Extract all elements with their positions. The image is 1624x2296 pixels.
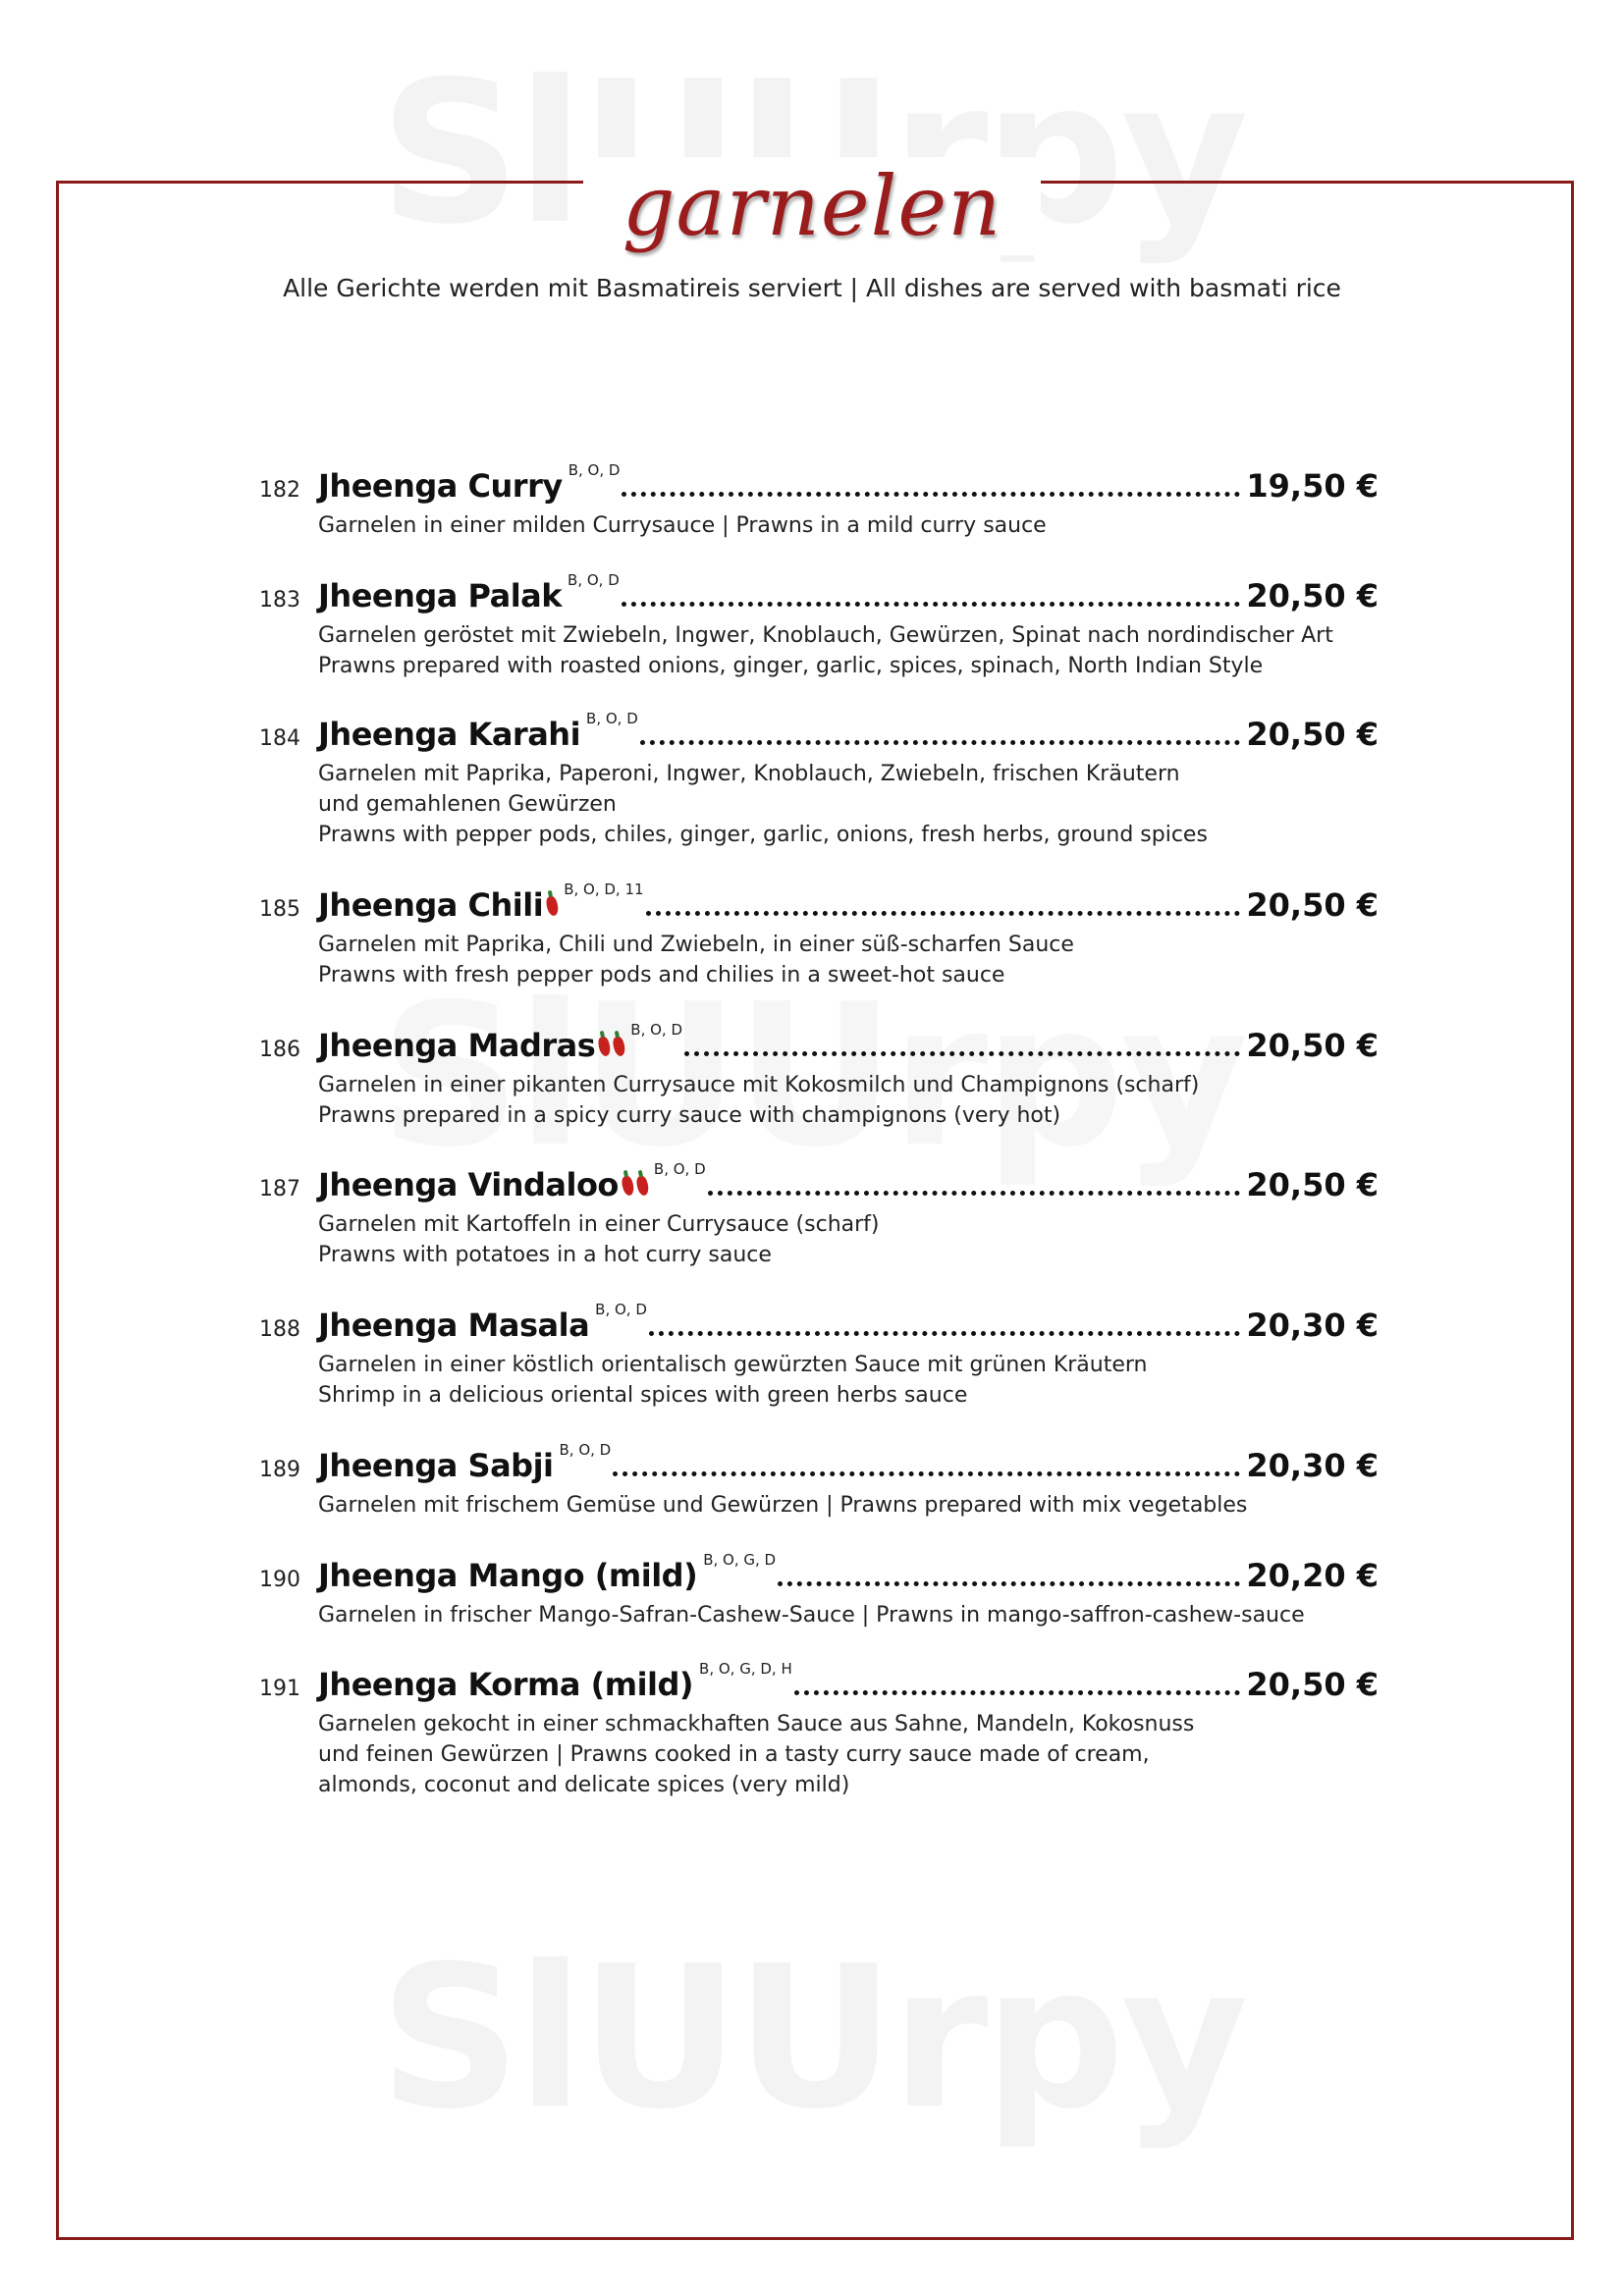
allergen-codes: B, O, D xyxy=(595,1301,647,1318)
item-price: 20,50 € xyxy=(1246,577,1379,614)
menu-item-row xyxy=(259,1441,1379,1490)
item-price: 20,30 € xyxy=(1246,1447,1379,1484)
item-description: Garnelen mit Paprika, Chili und Zwiebeln, in einer süß-scharfen Sauce xyxy=(318,933,1074,957)
menu-item xyxy=(259,1301,1379,1411)
item-description: Prawns with fresh pepper pods and chilies in a sweet-hot sauce xyxy=(318,963,1005,988)
item-name: Jheenga Mango (mild) xyxy=(318,1557,698,1594)
dot-leader xyxy=(646,911,1241,916)
item-number: 191 xyxy=(259,1677,300,1701)
allergen-codes: B, O, D xyxy=(568,571,620,589)
item-name: Jheenga Vindaloo xyxy=(318,1166,619,1203)
dot-leader xyxy=(708,1191,1241,1196)
chili-icon xyxy=(597,1036,612,1057)
item-name: Jheenga Chili xyxy=(318,886,544,924)
chili-icon xyxy=(612,1036,626,1057)
item-number: 189 xyxy=(259,1458,300,1482)
menu-item-row xyxy=(259,1021,1379,1070)
item-number: 188 xyxy=(259,1317,300,1342)
menu-item-row xyxy=(259,881,1379,930)
menu-item xyxy=(259,881,1379,990)
page-title: garnelen xyxy=(583,157,1042,255)
menu-item xyxy=(259,1021,1379,1131)
chili-icon xyxy=(621,1175,635,1197)
item-number: 185 xyxy=(259,897,300,922)
item-description: und feinen Gewürzen | Prawns cooked in a tasty curry sauce made of cream, xyxy=(318,1742,1150,1767)
item-price: 19,50 € xyxy=(1246,467,1379,505)
item-number: 186 xyxy=(259,1038,300,1062)
dot-leader xyxy=(613,1471,1240,1476)
item-description: Garnelen mit frischem Gemüse und Gewürzen | Prawns prepared with mix vegetables xyxy=(318,1493,1248,1518)
item-description: Garnelen gekocht in einer schmackhaften Sauce aus Sahne, Mandeln, Kokosnuss xyxy=(318,1712,1195,1736)
item-price: 20,50 € xyxy=(1246,1166,1379,1203)
allergen-codes: B, O, D xyxy=(568,461,621,479)
item-number: 187 xyxy=(259,1177,300,1201)
menu-item xyxy=(259,1160,1379,1270)
item-description: Prawns with potatoes in a hot curry sauce xyxy=(318,1243,772,1267)
item-name: Jheenga Madras xyxy=(318,1027,596,1064)
title-wrap xyxy=(0,157,1624,255)
allergen-codes: B, O, D xyxy=(653,1160,706,1178)
item-description: Prawns with pepper pods, chiles, ginger, garlic, onions, fresh herbs, ground spices xyxy=(318,823,1208,847)
dot-leader xyxy=(622,602,1241,607)
menu-item-row xyxy=(259,1160,1379,1209)
item-description: Garnelen in einer pikanten Currysauce mit Kokosmilch und Champignons (scharf) xyxy=(318,1073,1200,1097)
dot-leader xyxy=(794,1690,1241,1695)
allergen-codes: B, O, G, D xyxy=(703,1551,777,1569)
item-description: Prawns prepared in a spicy curry sauce with champignons (very hot) xyxy=(318,1103,1061,1128)
menu-item xyxy=(259,1660,1379,1800)
item-description: Garnelen in frischer Mango-Safran-Cashew-Sauce | Prawns in mango-saffron-cashew-sauce xyxy=(318,1603,1305,1628)
item-name: Jheenga Karahi xyxy=(318,716,581,753)
dot-leader xyxy=(684,1051,1240,1056)
menu-item xyxy=(259,571,1379,681)
chili-icon xyxy=(635,1175,650,1197)
dot-leader xyxy=(649,1331,1240,1336)
item-number: 184 xyxy=(259,726,300,751)
item-description: Prawns prepared with roasted onions, ginger, garlic, spices, spinach, North Indian Style xyxy=(318,654,1264,678)
item-description: almonds, coconut and delicate spices (very mild) xyxy=(318,1773,850,1797)
item-description: Garnelen in einer milden Currysauce | Prawns in a mild curry sauce xyxy=(318,513,1047,538)
menu-item-row xyxy=(259,710,1379,759)
item-price: 20,50 € xyxy=(1246,1666,1379,1703)
menu-item xyxy=(259,1441,1379,1521)
dot-leader xyxy=(778,1581,1240,1586)
item-price: 20,50 € xyxy=(1246,886,1379,924)
allergen-codes: B, O, D xyxy=(630,1021,683,1039)
item-number: 183 xyxy=(259,588,300,613)
allergen-codes: B, O, G, D, H xyxy=(699,1660,792,1678)
item-number: 190 xyxy=(259,1568,300,1592)
menu-item-row xyxy=(259,571,1379,620)
menu-item-row xyxy=(259,461,1379,510)
menu-item-row xyxy=(259,1660,1379,1709)
chili-icon xyxy=(545,895,560,917)
item-name: Jheenga Sabji xyxy=(318,1447,554,1484)
item-price: 20,20 € xyxy=(1246,1557,1379,1594)
item-description: Garnelen mit Kartoffeln in einer Currysauce (scharf) xyxy=(318,1212,880,1237)
page-subtitle: Alle Gerichte werden mit Basmatireis serviert | All dishes are served with basmati rice xyxy=(283,274,1341,302)
item-name: Jheenga Korma (mild) xyxy=(318,1666,694,1703)
item-name: Jheenga Masala xyxy=(318,1307,590,1344)
allergen-codes: B, O, D xyxy=(559,1441,612,1459)
item-description: Garnelen mit Paprika, Paperoni, Ingwer, Knoblauch, Zwiebeln, frischen Kräutern xyxy=(318,762,1180,786)
item-description: Garnelen in einer köstlich orientalisch gewürzten Sauce mit grünen Kräutern xyxy=(318,1353,1148,1377)
item-description: und gemahlenen Gewürzen xyxy=(318,792,617,817)
allergen-codes: B, O, D, 11 xyxy=(564,881,644,898)
item-price: 20,50 € xyxy=(1246,716,1379,753)
dot-leader xyxy=(622,492,1240,497)
item-price: 20,50 € xyxy=(1246,1027,1379,1064)
dot-leader xyxy=(640,740,1241,745)
menu-item-row xyxy=(259,1551,1379,1600)
item-name: Jheenga Curry xyxy=(318,467,563,505)
item-number: 182 xyxy=(259,478,300,503)
item-description: Shrimp in a delicious oriental spices with green herbs sauce xyxy=(318,1383,968,1408)
menu-item xyxy=(259,1551,1379,1630)
item-price: 20,30 € xyxy=(1246,1307,1379,1344)
menu-item xyxy=(259,710,1379,850)
item-description: Garnelen geröstet mit Zwiebeln, Ingwer, Knoblauch, Gewürzen, Spinat nach nordindischer Art xyxy=(318,623,1333,648)
menu-item-row xyxy=(259,1301,1379,1350)
allergen-codes: B, O, D xyxy=(586,710,638,727)
item-name: Jheenga Palak xyxy=(318,577,563,614)
menu-item xyxy=(259,461,1379,541)
